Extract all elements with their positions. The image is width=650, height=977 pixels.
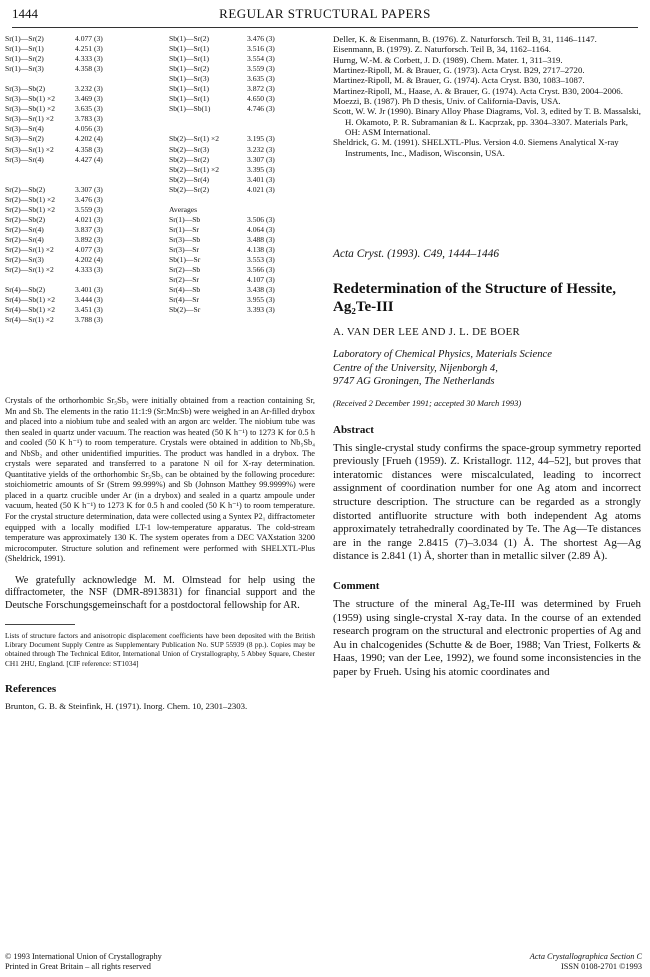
table-row — [5, 285, 157, 295]
printed-line: Printed in Great Britain – all rights reserved — [5, 962, 151, 971]
deposition-note: Lists of structure factors and anisotropic displacement coefficients have been deposited with the British Library Document Supply Centre as Supplementary Publication No. SUP 55939 (8 pp.). Copies may be obtained through The Technical Editor, International Union of Crystallography, 5 Abbey Square, Chester CH1 2HU, England. [CIF reference: ST1034] — [5, 631, 315, 668]
table-row — [169, 114, 317, 124]
bond-label: Sb(2)—Sr(2) — [169, 154, 210, 164]
bond-distance: 3.401 (3) — [247, 174, 275, 184]
bond-label — [5, 175, 75, 185]
table-row — [5, 195, 157, 205]
bond-distance — [247, 195, 295, 205]
bond-distance: 4.650 (3) — [247, 94, 275, 104]
table-row — [5, 124, 157, 134]
table-row — [169, 225, 317, 235]
bond-distance — [247, 205, 295, 215]
abstract-text: This single-crystal study confirms the space-group symmetry reported previously [Frueh (1959). Z. Kristallogr. 112, 44–52], but proves that interatomic distances were miscalculated, leading to incorrect assignment of coordination number for one Ag atom and incorrect structure description. The structure can be regarded as a strongly distorted antifluorite structure with both independent Ag atoms approximately tetrahedrally coordinated by Te. The Ag—Te distances are in the range 2.8415 (7)–3.034 (1) Å. The shortest Ag—Ag distance is 2.841 (1) Å, shorter than in metallic silver (2.89 Å). — [333, 441, 641, 563]
bond-label: Sb(1)—Sb(1) — [169, 104, 211, 114]
bond-label: Sb(2)—Sr(4) — [169, 174, 210, 184]
table-row — [5, 295, 157, 305]
reference-item: Martinez-Ripoll, M., Haase, A. & Brauer, G. (1974). Acta Cryst. B30, 2004–2006. — [333, 85, 623, 96]
bond-label: Sr(2)—Sb(2) — [5, 184, 46, 194]
bond-distance: 3.506 (3) — [247, 214, 275, 224]
bond-distance: 3.559 (3) — [247, 64, 275, 74]
table-row — [5, 134, 157, 144]
bond-distance: 3.559 (3) — [75, 204, 103, 214]
bond-distance: 4.064 (3) — [247, 224, 275, 234]
article-citation: Acta Cryst. (1993). C49, 1444–1446 — [333, 248, 500, 261]
bond-distance: 4.202 (4) — [75, 255, 103, 265]
bond-distance — [75, 74, 155, 84]
bond-label: Sr(2)—Sb — [169, 265, 201, 275]
bond-label: Sr(2)—Sr(1) ×2 — [5, 244, 54, 254]
reference-item: Eisenmann, B. (1979). Z. Naturforsch. Teil B, 34, 1162–1164. — [333, 44, 551, 55]
experimental-paragraph: Crystals of the orthorhombic Sr₅Sb₃ were initially obtained from a reaction containing Sr, Mn and Sb. The elements in the ratio 11:1:9 (Sr:Mn:Sb) were weighed in an Ar-filled drybox and placed into a niobium tube and sealed with an argon arc welder. The niobium tube was then sealed in quartz under vacuum. The reaction was heated (50 K h⁻¹) to 1273 K for 0.5 h and cooled (50 K h⁻¹) to room temperature. Crystals were obtained in addition to Nb₅Sb₄ and NbSb₂ and other unidentified impurities. The product was handled in a drybox. The crystals were separated and transferred to a paratone N oil for X-ray determination. Quantitative yields of the orthorhombic Sr₅Sb₃ can be obtained by the following procedure: stoichiometric amounts of Sr (Strem 99.999%) and Sb (Johnson Matthey 99.9999%) were placed in a quartz crucible under Ar (in a drybox) and sealed in a quartz ampoule under vacuum, heated (50 K h⁻¹) to 1273 K for 0.5 h and cooled (50 K h⁻¹) to room temperature. For the crystal structure determination, data were collected using a Syntex P2₁ diffractometer equipped with a locally modified LT-1 low-temperature apparatus. The cold-stream temperature was approximately 130 K. The system operates from a DEC VAXstation 3200 microcomputer. Structure solution and refinement were performed with SHELXTL-Plus (Sheldrick, 1991). — [5, 396, 315, 564]
table-row — [5, 315, 157, 325]
table-row — [169, 265, 317, 275]
table-row — [5, 145, 157, 155]
table-row — [5, 94, 157, 104]
bond-distance: 4.358 (3) — [75, 144, 103, 154]
bond-label: Sb(1)—Sr — [169, 255, 201, 265]
running-title: REGULAR STRUCTURAL PAPERS — [219, 6, 431, 21]
affiliation-line: Centre of the University, Nijenborgh 4, — [333, 362, 498, 374]
bond-label: Sr(2)—Sb(1) ×2 — [5, 204, 56, 214]
table-row — [169, 175, 317, 185]
bond-label: Sr(4)—Sb(1) ×2 — [5, 295, 56, 305]
bond-label: Sr(3)—Sb(1) ×2 — [5, 104, 56, 114]
table-row — [169, 94, 317, 104]
reference-item: Brunton, G. B. & Steinfink, H. (1971). Inorg. Chem. 10, 2301–2303. — [5, 700, 248, 711]
bond-label: Sr(3)—Sr(4) — [5, 154, 44, 164]
reference-item: Scott, W. W. Jr (1990). Binary Alloy Phase Diagrams, Vol. 3, edited by T. B. Massalski, H. Okamoto, P. R. Subramanian & L. Kacprzak, pp. 3304–3307. Materials Park, OH: ASM International. — [333, 106, 641, 138]
bond-distance: 3.395 (3) — [247, 164, 275, 174]
bond-label: Sb(2)—Sr(3) — [169, 144, 210, 154]
bond-distance: 4.107 (3) — [247, 275, 275, 285]
reference-item: Hurng, W.-M. & Corbett, J. D. (1989). Chem. Mater. 1, 311–319. — [333, 54, 563, 65]
table-row — [169, 275, 317, 285]
table-row — [5, 185, 157, 195]
bond-distance: 3.451 (3) — [75, 305, 103, 315]
bond-label: Sb(1)—Sr(3) — [169, 74, 210, 84]
table-row — [169, 235, 317, 245]
table-row — [169, 74, 317, 84]
bond-distance — [75, 165, 155, 175]
bond-distance: 3.307 (3) — [75, 184, 103, 194]
bond-label: Sb(1)—Sr(2) — [169, 34, 210, 43]
table-row — [169, 64, 317, 74]
journal-section-line: Acta Crystallographica Section C — [529, 952, 642, 961]
table-row — [5, 265, 157, 275]
affiliation-line: Laboratory of Chemical Physics, Materials Science — [333, 349, 552, 361]
bond-label: Sr(2)—Sb(1) ×2 — [5, 194, 56, 204]
references-heading: References — [5, 682, 57, 695]
table-row — [169, 155, 317, 165]
bond-label: Sr(2)—Sr(4) — [5, 234, 44, 244]
bond-distance: 4.251 (3) — [75, 44, 103, 54]
bond-distance: 3.635 (3) — [75, 104, 103, 114]
bond-distance: 3.783 (3) — [75, 114, 103, 124]
comment-heading: Comment — [333, 579, 380, 592]
bond-label: Sr(1)—Sr(2) — [5, 54, 44, 64]
bond-label: Sr(1)—Sr(2) — [5, 34, 44, 43]
table-row — [5, 114, 157, 124]
bond-label: Sb(1)—Sr(2) — [169, 64, 210, 74]
table-row — [169, 205, 317, 215]
bond-distance — [75, 175, 155, 185]
bond-label: Sb(2)—Sr(2) — [169, 184, 210, 194]
received-dates: (Received 2 December 1991; accepted 30 March 1993) — [333, 397, 522, 408]
table-row — [5, 235, 157, 245]
bond-label — [5, 165, 75, 175]
abstract-heading: Abstract — [333, 423, 374, 436]
bond-label: Sr(3)—Sb — [169, 234, 201, 244]
table-row — [5, 44, 157, 54]
bond-distance: 3.444 (3) — [75, 295, 103, 305]
header-rule — [12, 27, 638, 28]
bond-distance: 3.554 (3) — [247, 54, 275, 64]
bond-label: Sr(3)—Sr — [169, 244, 199, 254]
bond-label: Sr(3)—Sr(2) — [5, 134, 44, 144]
running-header — [12, 6, 638, 26]
table-row — [169, 185, 317, 195]
bond-label: Sr(2)—Sr(3) — [5, 255, 44, 265]
bond-distance: 3.438 (3) — [247, 285, 275, 295]
bond-distance: 4.138 (3) — [247, 244, 275, 254]
table-row — [169, 305, 317, 315]
bond-label: Sr(3)—Sb(1) ×2 — [5, 94, 56, 104]
bond-distance: 3.566 (3) — [247, 265, 275, 275]
reference-item: Martinez-Ripoll, M. & Brauer, G. (1974). Acta Cryst. B30, 1083–1087. — [333, 75, 585, 86]
bond-distance: 4.077 (3) — [75, 34, 103, 43]
table-row — [5, 34, 157, 44]
bond-label: Sr(4)—Sr — [169, 295, 199, 305]
left-column — [5, 34, 315, 711]
bond-distance: 3.955 (3) — [247, 295, 275, 305]
issn-line: ISSN 0108-2701 ©1993 — [561, 962, 642, 971]
bond-distance: 3.872 (3) — [247, 84, 275, 94]
table-row — [5, 175, 157, 185]
bond-distance — [75, 275, 155, 285]
acknowledgement-paragraph: We gratefully acknowledge M. M. Olmstead for help using the diffractometer, the NSF (DMR-8913831) for financial support and the Deutsche Forschungsgemeinschaft for a postdoctoral fellowship for AR. — [5, 574, 315, 611]
bond-distance: 3.469 (3) — [75, 94, 103, 104]
bond-distance: 4.021 (3) — [75, 214, 103, 224]
bond-label — [169, 114, 247, 124]
bond-distance: 4.358 (3) — [75, 64, 103, 74]
table-row — [169, 285, 317, 295]
table-row — [5, 84, 157, 94]
bond-label: Sr(1)—Sb — [169, 214, 201, 224]
affiliation-line: 9747 AG Groningen, The Netherlands — [333, 376, 495, 388]
table-row — [5, 104, 157, 114]
bond-distance: 3.837 (3) — [75, 224, 103, 234]
table-row — [169, 295, 317, 305]
table-row — [5, 74, 157, 84]
bond-label: Sr(4)—Sr(1) ×2 — [5, 315, 54, 325]
table-row — [5, 255, 157, 265]
reference-item: Sheldrick, G. M. (1991). SHELXTL-Plus. Version 4.0. Siemens Analytical X-ray Instruments, Inc., Madison, Wisconsin, USA. — [333, 137, 619, 158]
bond-distance: 3.393 (3) — [247, 305, 275, 315]
bond-label — [169, 124, 247, 134]
bond-label: Sb(2)—Sr — [169, 305, 201, 315]
bond-label — [5, 275, 75, 285]
bond-distance: 3.788 (3) — [75, 315, 103, 325]
footer-left — [5, 952, 315, 972]
table-row — [5, 225, 157, 235]
table-row — [169, 124, 317, 134]
bond-distance: 4.021 (3) — [247, 184, 275, 194]
bond-distance — [247, 124, 295, 134]
table-row — [5, 64, 157, 74]
bond-distance — [247, 114, 295, 124]
table-row — [5, 215, 157, 225]
averages-label: Averages — [169, 204, 198, 214]
table-row — [169, 195, 317, 205]
bond-distance: 3.195 (3) — [247, 134, 275, 144]
table-row — [169, 54, 317, 64]
bond-label: Sr(2)—Sb(2) — [5, 214, 46, 224]
bond-distance: 4.056 (3) — [75, 124, 103, 134]
bond-label: Sr(3)—Sr(1) ×2 — [5, 144, 54, 154]
table-row — [5, 305, 157, 315]
comment-text: The structure of the mineral Ag₂Te-III was determined by Frueh (1959) using single-crystal X-ray data. In the course of an extended research program on the structural and electronic properties of Ag and Au in chalcogenides (Schutte & de Boer, 1988; Van Triest, Folkerts & Haas, 1990; van der Lee, 1992), we found some inconsistencies in the paper by Frueh. Using his atomic coordinates and — [333, 597, 641, 678]
bond-table-left-column — [5, 34, 157, 325]
bond-label: Sr(2)—Sr(4) — [5, 224, 44, 234]
bond-distance: 4.202 (4) — [75, 134, 103, 144]
bond-label: Sr(3)—Sr(1) ×2 — [5, 114, 54, 124]
footer-right — [342, 952, 642, 972]
table-row — [169, 145, 317, 155]
bond-label: Sr(3)—Sb(2) — [5, 84, 46, 94]
table-row — [169, 165, 317, 175]
right-column — [333, 34, 641, 680]
bond-label: Sr(1)—Sr(1) — [5, 44, 44, 54]
bond-label: Sr(1)—Sr — [169, 224, 199, 234]
bond-label: Sb(2)—Sr(1) ×2 — [169, 164, 220, 174]
bond-label: Sr(4)—Sb — [169, 285, 201, 295]
table-row — [5, 54, 157, 64]
reference-item: Martinez-Ripoll, M. & Brauer, G. (1973). Acta Cryst. B29, 2717–2720. — [333, 65, 585, 76]
bond-distance: 3.516 (3) — [247, 44, 275, 54]
page-number: 1444 — [12, 6, 38, 21]
table-row — [169, 84, 317, 94]
author-affiliation — [333, 348, 641, 389]
bond-distance: 4.077 (3) — [75, 244, 103, 254]
bond-label — [5, 74, 75, 84]
table-row — [169, 104, 317, 114]
bond-distance: 4.333 (3) — [75, 265, 103, 275]
table-row — [169, 134, 317, 144]
copyright-line: © 1993 International Union of Crystallography — [5, 952, 162, 961]
bond-distance: 4.427 (4) — [75, 154, 103, 164]
bond-distance: 3.892 (3) — [75, 234, 103, 244]
reference-item: Deller, K. & Eisenmann, B. (1976). Z. Naturforsch. Teil B, 31, 1146–1147. — [333, 34, 597, 44]
bond-distance: 3.476 (3) — [75, 194, 103, 204]
table-row — [5, 165, 157, 175]
bond-distance: 3.635 (3) — [247, 74, 275, 84]
bond-distance: 3.232 (3) — [247, 144, 275, 154]
article-authors: A. VAN DER LEE AND J. L. DE BOER — [333, 326, 521, 339]
bond-distance: 4.333 (3) — [75, 54, 103, 64]
table-row — [169, 44, 317, 54]
table-row — [169, 215, 317, 225]
table-row — [5, 245, 157, 255]
table-row — [169, 255, 317, 265]
bond-label: Sr(1)—Sr(3) — [5, 64, 44, 74]
bond-label: Sb(1)—Sr(1) — [169, 94, 210, 104]
bond-label — [169, 195, 247, 205]
bond-label: Sb(1)—Sr(1) — [169, 44, 210, 54]
bond-distance: 3.476 (3) — [247, 34, 275, 43]
bond-label: Sr(2)—Sr(1) ×2 — [5, 265, 54, 275]
bond-label: Sr(2)—Sr — [169, 275, 199, 285]
bond-distance: 3.488 (3) — [247, 234, 275, 244]
bond-label: Sr(4)—Sb(1) ×2 — [5, 305, 56, 315]
table-row — [5, 275, 157, 285]
bond-table-right-column — [169, 34, 317, 315]
bond-label: Sb(2)—Sr(1) ×2 — [169, 134, 220, 144]
bond-distance: 3.307 (3) — [247, 154, 275, 164]
bond-label: Sb(1)—Sr(1) — [169, 84, 210, 94]
bond-distance-table — [5, 34, 315, 396]
reference-item: Moezzi, B. (1987). Ph D thesis, Univ. of California-Davis, USA. — [333, 96, 561, 107]
table-row — [5, 155, 157, 165]
bond-distance: 3.553 (3) — [247, 255, 275, 265]
bond-label: Sr(3)—Sr(4) — [5, 124, 44, 134]
table-row — [5, 205, 157, 215]
deposition-divider — [5, 624, 75, 625]
bond-label: Sr(4)—Sb(2) — [5, 285, 46, 295]
table-row — [169, 34, 317, 44]
bond-distance: 3.232 (3) — [75, 84, 103, 94]
table-row — [169, 245, 317, 255]
article-title: Redetermination of the Structure of Hessite, Ag₂Te-III — [333, 281, 616, 316]
bond-distance: 4.746 (3) — [247, 104, 275, 114]
bond-distance: 3.401 (3) — [75, 285, 103, 295]
bond-label: Sb(1)—Sr(1) — [169, 54, 210, 64]
